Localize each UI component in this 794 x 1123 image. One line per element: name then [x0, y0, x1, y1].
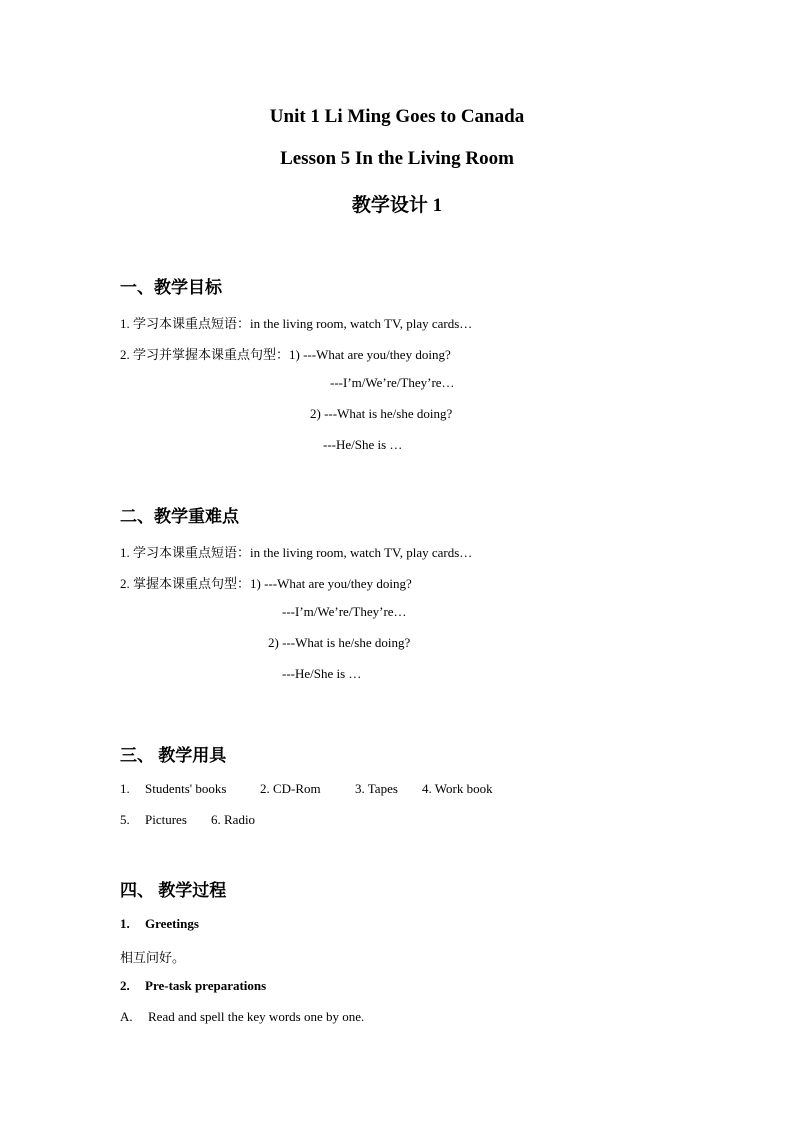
objectives-item-2: 2. 学习并掌握本课重点句型：1) ---What are you/they doing? — [120, 347, 451, 362]
aids-work-book: 4. Work book — [422, 781, 493, 796]
section-heading-teaching-process: 四、 教学过程 — [120, 881, 227, 900]
objectives-item-2-answer: ---I’m/We’re/They’re… — [330, 375, 455, 390]
objectives-item-1: 1. 学习本课重点短语：in the living room, watch TV, play cards… — [120, 316, 473, 331]
section-heading-objectives: 一、教学目标 — [120, 278, 222, 297]
key-points-item-2-answer: ---I’m/We’re/They’re… — [282, 604, 407, 619]
aids-tapes: 3. Tapes — [355, 781, 398, 796]
process-step-2-number: 2. — [120, 978, 130, 993]
aids-num-5: 5. — [120, 812, 130, 827]
design-title: 教学设计 1 — [351, 195, 443, 216]
aids-num-1: 1. — [120, 781, 130, 796]
aids-radio: 6. Radio — [211, 812, 256, 827]
process-step-1-label: Greetings — [145, 916, 199, 931]
process-step-a-text: Read and spell the key words one by one. — [148, 1009, 365, 1024]
aids-students-books: Students' books — [145, 781, 227, 796]
aids-pictures: Pictures — [145, 812, 187, 827]
process-step-2-label: Pre-task preparations — [145, 978, 267, 993]
section-heading-key-points: 二、教学重难点 — [120, 507, 239, 526]
process-step-a-number: A. — [120, 1009, 133, 1024]
key-points-item-1: 1. 学习本课重点短语：in the living room, watch TV, play cards… — [120, 545, 473, 560]
objectives-item-2-question-2: 2) ---What is he/she doing? — [310, 406, 453, 421]
section-heading-teaching-aids: 三、 教学用具 — [120, 746, 227, 765]
process-step-1-number: 1. — [120, 916, 130, 931]
key-points-item-2-question-2: 2) ---What is he/she doing? — [268, 635, 411, 650]
key-points-item-2-answer-2: ---He/She is … — [282, 666, 362, 681]
key-points-item-2: 2. 掌握本课重点句型：1) ---What are you/they doing? — [120, 576, 412, 591]
aids-cd-rom: 2. CD-Rom — [260, 781, 321, 796]
unit-title: Unit 1 Li Ming Goes to Canada — [269, 106, 525, 127]
process-step-1-text: 相互问好。 — [120, 950, 186, 965]
objectives-item-2-answer-2: ---He/She is … — [323, 437, 403, 452]
lesson-title: Lesson 5 In the Living Room — [280, 148, 514, 169]
